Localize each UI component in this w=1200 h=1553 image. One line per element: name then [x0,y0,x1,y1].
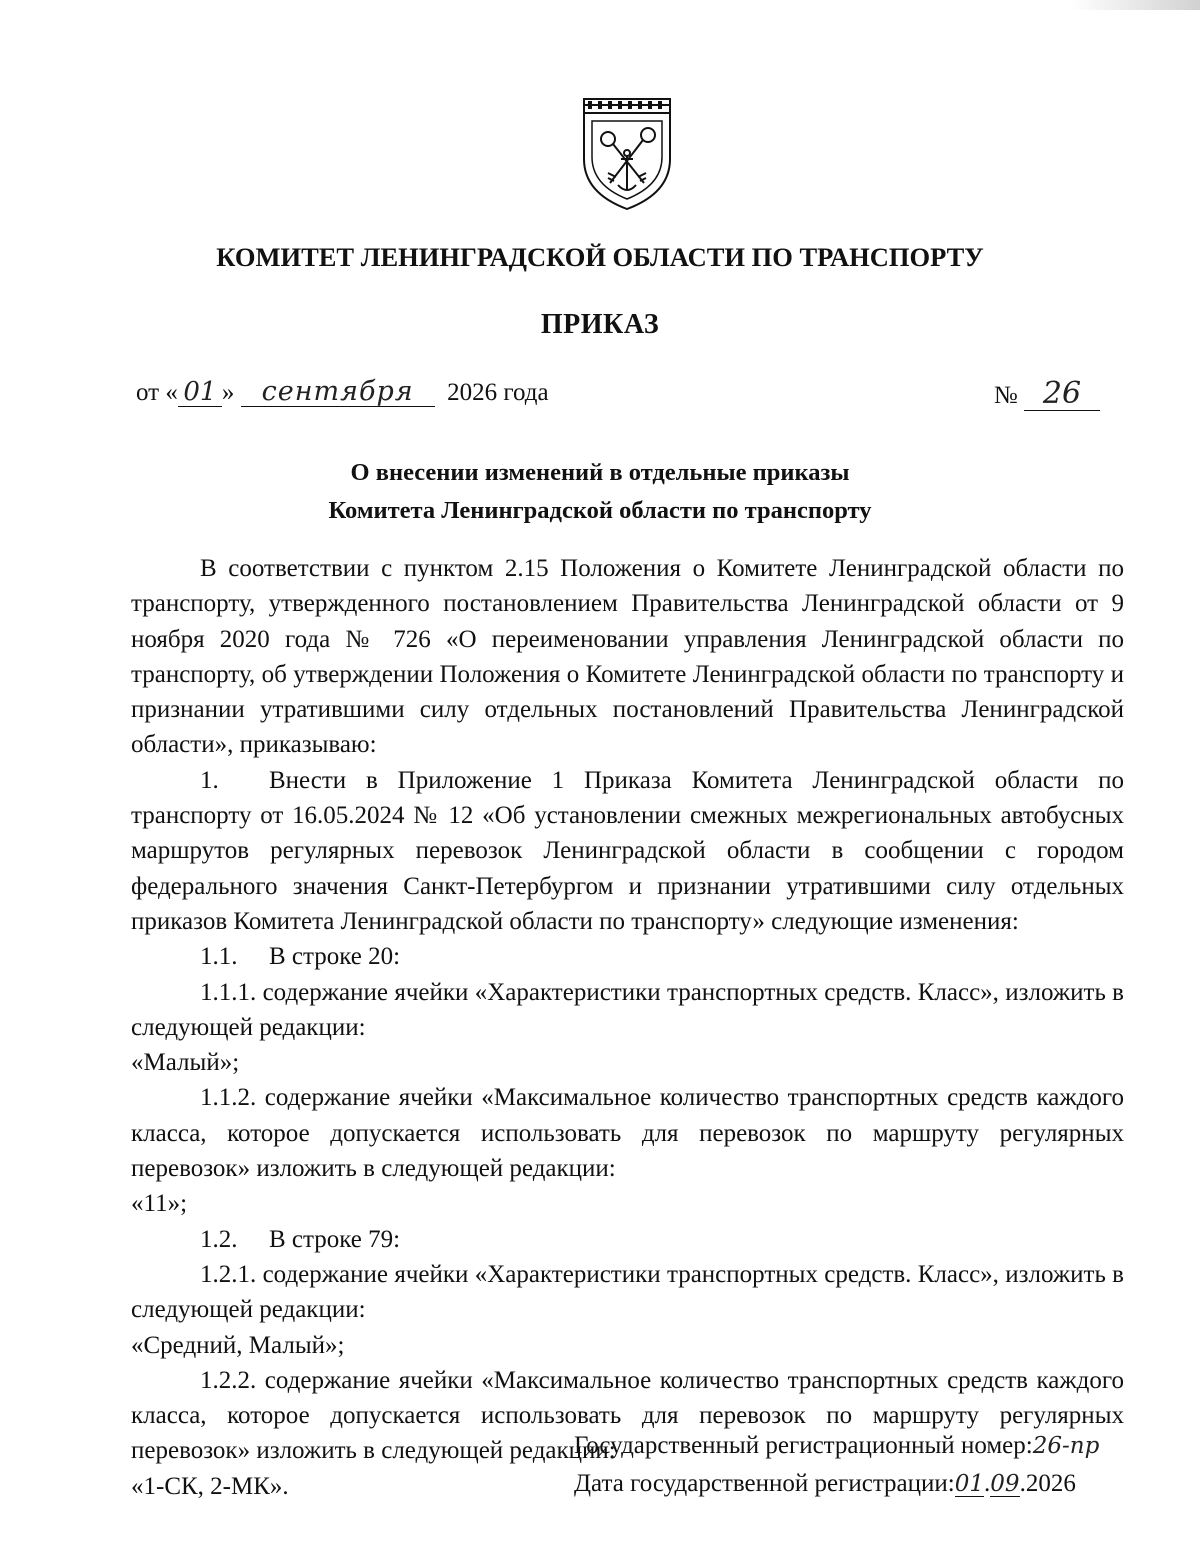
scan-artifact [1070,0,1200,10]
preamble-paragraph: В соответствии с пунктом 2.15 Положения о Комитете Ленинградской области по транспорту, утвержденного постановлением Правительства Ленинградской области от 9 ноября 2020 года № 726 «О переименовании управления Ленинградской области по транспорту, об утверждении Положения о Комитете Ленинградской области по транспорту и признании утратившими силу отдельных постановлений Правительства Ленинградской области», приказываю: [131,555,1124,759]
item-1-1-1: 1.1.1. содержание ячейки «Характеристики транспортных средств. Класс», изложить в следующей редакции: [131,978,1124,1041]
number-label: № [993,382,1018,409]
date-line [136,378,1100,418]
item-1-2 [131,1222,1124,1257]
item-1-2-text: В строке 79: [269,1225,401,1253]
item-1-2-1: 1.2.1. содержание ячейки «Характеристики транспортных средств. Класс», изложить в следующей редакции: [131,1260,1124,1324]
registration-number-label: Государственный регистрационный номер: [574,1432,1033,1459]
registration-day-handwritten: 01 [954,1471,985,1497]
date-mid: » [221,379,235,406]
number-handwritten: 26 [1024,378,1100,411]
item-1-2-1-value: «Средний, Малый»; [131,1331,345,1359]
number-block [994,378,1100,411]
date-day-handwritten: 01 [178,379,222,407]
item-1-1-text: В строке 20: [269,943,401,971]
date-block [136,378,549,407]
date-year: 2026 года [447,379,549,406]
coat-of-arms-icon [578,97,676,211]
item-1-2-2: 1.2.2. содержание ячейки «Максимальное количество транспортных средств каждого класса, которое допускается использовать для перевозок по маршруту регулярных перевозок» изложить в следующей редакции: [131,1366,1124,1465]
item-1-text: Внести в Приложение 1 Приказа Комитета Ленинградской области по транспорту от 16.05.2024 № 12 «Об установлении смежных межрегиональных автобусных маршрутов регулярных перевозок Ленинградской области в сообщении с городом федерального значения Санкт-Петербургом и признании утратившими силу отдельных приказов Комитета Ленинградской области по транспорту» следующие изменения: [131,766,1124,935]
document-subject [0,454,1200,530]
registration-number-line [574,1432,1134,1460]
date-prefix: от « [136,379,178,406]
registration-number-handwritten: 26-пр [1032,1433,1100,1459]
item-1-1-2: 1.1.2. содержание ячейки «Максимальное количество транспортных средств каждого класса, которое допускается использовать для перевозок по маршруту регулярных перевозок» изложить в следующей редакции: [131,1084,1124,1183]
registration-date-line [574,1470,1134,1498]
registration-month-handwritten: 09 [990,1471,1020,1497]
document-body [131,551,1124,1504]
item-1-2-2-value: «1-СК, 2-МК». [131,1472,289,1500]
registration-year: .2026 [1019,1470,1076,1497]
subject-line-1: О внесении изменений в отдельные приказы [350,459,850,486]
date-month-handwritten: сентября [241,378,435,407]
registration-date-label: Дата государственной регистрации: [574,1470,955,1497]
item-1-number: 1. [200,766,219,794]
item-1-1-2-value: «11»; [131,1190,188,1218]
registration-date-separator: . [984,1470,991,1497]
subject-line-2: Комитета Ленинградской области по транспорту [328,497,872,524]
item-1 [131,763,1124,939]
item-1-1 [131,939,1124,974]
document-type: ПРИКАЗ [540,309,660,340]
item-1-1-number: 1.1. [200,943,238,971]
committee-title: КОМИТЕТ ЛЕНИНГРАДСКОЙ ОБЛАСТИ ПО ТРАНСПОРТУ [216,242,984,272]
item-1-1-1-value: «Малый»; [131,1049,240,1077]
item-1-2-number: 1.2. [200,1225,238,1253]
